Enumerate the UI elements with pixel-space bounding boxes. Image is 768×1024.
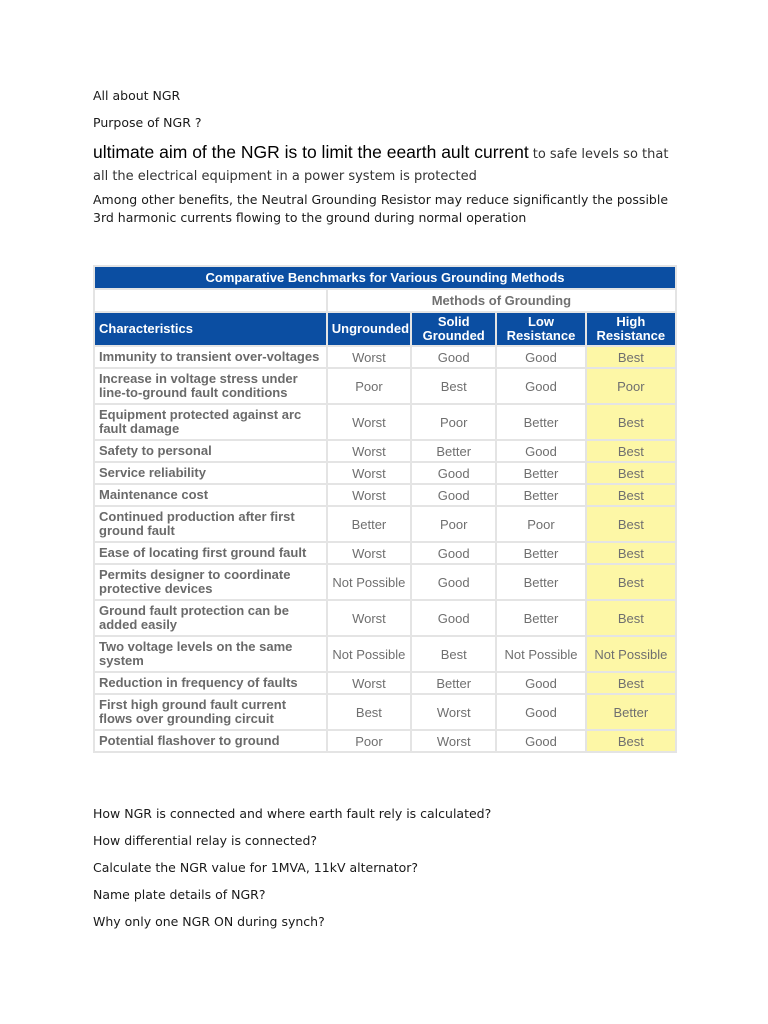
value-cell: Poor	[412, 507, 495, 541]
value-cell: Good	[497, 695, 584, 729]
value-cell: Best	[412, 369, 495, 403]
value-cell: Not Possible	[497, 637, 584, 671]
high-resistance-cell: Best	[587, 673, 675, 693]
value-cell: Poor	[328, 369, 410, 403]
question-item: How differential relay is connected?	[93, 833, 318, 848]
value-cell: Good	[412, 565, 495, 599]
value-cell: Worst	[328, 543, 410, 563]
high-resistance-cell: Not Possible	[587, 637, 675, 671]
table-row	[95, 441, 675, 461]
table-row	[95, 731, 675, 751]
characteristic-cell: Permits designer to coordinate protective devices	[95, 565, 326, 599]
question-item: How NGR is connected and where earth fault rely is calculated?	[93, 806, 492, 821]
table-row	[95, 673, 675, 693]
blank-header-cell	[95, 290, 326, 311]
value-cell: Better	[497, 463, 584, 483]
table-row	[95, 485, 675, 505]
characteristic-cell: First high ground fault current flows over grounding circuit	[95, 695, 326, 729]
value-cell: Better	[328, 507, 410, 541]
characteristic-cell: Safety to personal	[95, 441, 326, 461]
aim-continuation: to safe levels so that all the electrical equipment in a power system is protected	[93, 147, 669, 184]
characteristic-cell: Equipment protected against arc fault damage	[95, 405, 326, 439]
question-item: Calculate the NGR value for 1MVA, 11kV alternator?	[93, 860, 419, 875]
benefits-paragraph: Among other benefits, the Neutral Grounding Resistor may reduce significantly the possible 3rd harmonic currents flowing to the ground during normal operation	[93, 192, 669, 225]
question-item: Name plate details of NGR?	[93, 887, 266, 902]
characteristic-cell: Service reliability	[95, 463, 326, 483]
table-row	[95, 637, 675, 671]
value-cell: Worst	[412, 731, 495, 751]
characteristic-cell: Two voltage levels on the same system	[95, 637, 326, 671]
high-resistance-cell: Best	[587, 565, 675, 599]
table-row	[95, 695, 675, 729]
value-cell: Good	[497, 347, 584, 367]
value-cell: Best	[328, 695, 410, 729]
value-cell: Worst	[328, 485, 410, 505]
column-header: Solid Grounded	[412, 313, 495, 345]
value-cell: Best	[412, 637, 495, 671]
table-row	[95, 369, 675, 403]
value-cell: Good	[412, 543, 495, 563]
column-header: Low Resistance	[497, 313, 584, 345]
column-header: High Resistance	[587, 313, 675, 345]
value-cell: Better	[412, 673, 495, 693]
table-title: Comparative Benchmarks for Various Grounding Methods	[95, 267, 675, 288]
high-resistance-cell: Best	[587, 405, 675, 439]
high-resistance-cell: Best	[587, 347, 675, 367]
doc-title: All about NGR	[93, 88, 181, 103]
value-cell: Good	[412, 347, 495, 367]
high-resistance-cell: Poor	[587, 369, 675, 403]
value-cell: Worst	[412, 695, 495, 729]
high-resistance-cell: Best	[587, 463, 675, 483]
characteristic-cell: Immunity to transient over-voltages	[95, 347, 326, 367]
value-cell: Better	[497, 601, 584, 635]
characteristic-cell: Ease of locating first ground fault	[95, 543, 326, 563]
value-cell: Worst	[328, 463, 410, 483]
high-resistance-cell: Best	[587, 543, 675, 563]
purpose-question: Purpose of NGR ?	[93, 115, 202, 130]
high-resistance-cell: Best	[587, 485, 675, 505]
column-header: Ungrounded	[328, 313, 410, 345]
characteristic-cell: Increase in voltage stress under line-to-ground fault conditions	[95, 369, 326, 403]
value-cell: Poor	[412, 405, 495, 439]
aim-paragraph	[93, 142, 683, 187]
value-cell: Good	[412, 485, 495, 505]
high-resistance-cell: Best	[587, 601, 675, 635]
value-cell: Worst	[328, 441, 410, 461]
characteristic-cell: Maintenance cost	[95, 485, 326, 505]
aim-large-text: ultimate aim of the NGR is to limit the eearth ault current	[93, 142, 529, 162]
characteristic-cell: Ground fault protection can be added easily	[95, 601, 326, 635]
value-cell: Good	[497, 731, 584, 751]
value-cell: Worst	[328, 347, 410, 367]
table-row	[95, 405, 675, 439]
high-resistance-cell: Best	[587, 507, 675, 541]
column-header: Characteristics	[95, 313, 326, 345]
value-cell: Better	[497, 405, 584, 439]
value-cell: Better	[497, 565, 584, 599]
value-cell: Poor	[497, 507, 584, 541]
value-cell: Better	[412, 441, 495, 461]
table-row	[95, 543, 675, 563]
value-cell: Not Possible	[328, 565, 410, 599]
methods-header: Methods of Grounding	[328, 290, 675, 311]
table-row	[95, 463, 675, 483]
value-cell: Good	[497, 673, 584, 693]
high-resistance-cell: Best	[587, 731, 675, 751]
question-item: Why only one NGR ON during synch?	[93, 914, 325, 929]
value-cell: Good	[412, 601, 495, 635]
value-cell: Better	[497, 543, 584, 563]
value-cell: Worst	[328, 405, 410, 439]
value-cell: Better	[497, 485, 584, 505]
grounding-benchmark-table	[93, 265, 677, 753]
high-resistance-cell: Best	[587, 441, 675, 461]
table-row	[95, 347, 675, 367]
value-cell: Good	[412, 463, 495, 483]
table-row	[95, 565, 675, 599]
characteristic-cell: Reduction in frequency of faults	[95, 673, 326, 693]
value-cell: Good	[497, 441, 584, 461]
table-row	[95, 507, 675, 541]
table-row	[95, 601, 675, 635]
characteristic-cell: Continued production after first ground fault	[95, 507, 326, 541]
characteristic-cell: Potential flashover to ground	[95, 731, 326, 751]
value-cell: Poor	[328, 731, 410, 751]
value-cell: Not Possible	[328, 637, 410, 671]
value-cell: Good	[497, 369, 584, 403]
high-resistance-cell: Better	[587, 695, 675, 729]
value-cell: Worst	[328, 601, 410, 635]
value-cell: Worst	[328, 673, 410, 693]
